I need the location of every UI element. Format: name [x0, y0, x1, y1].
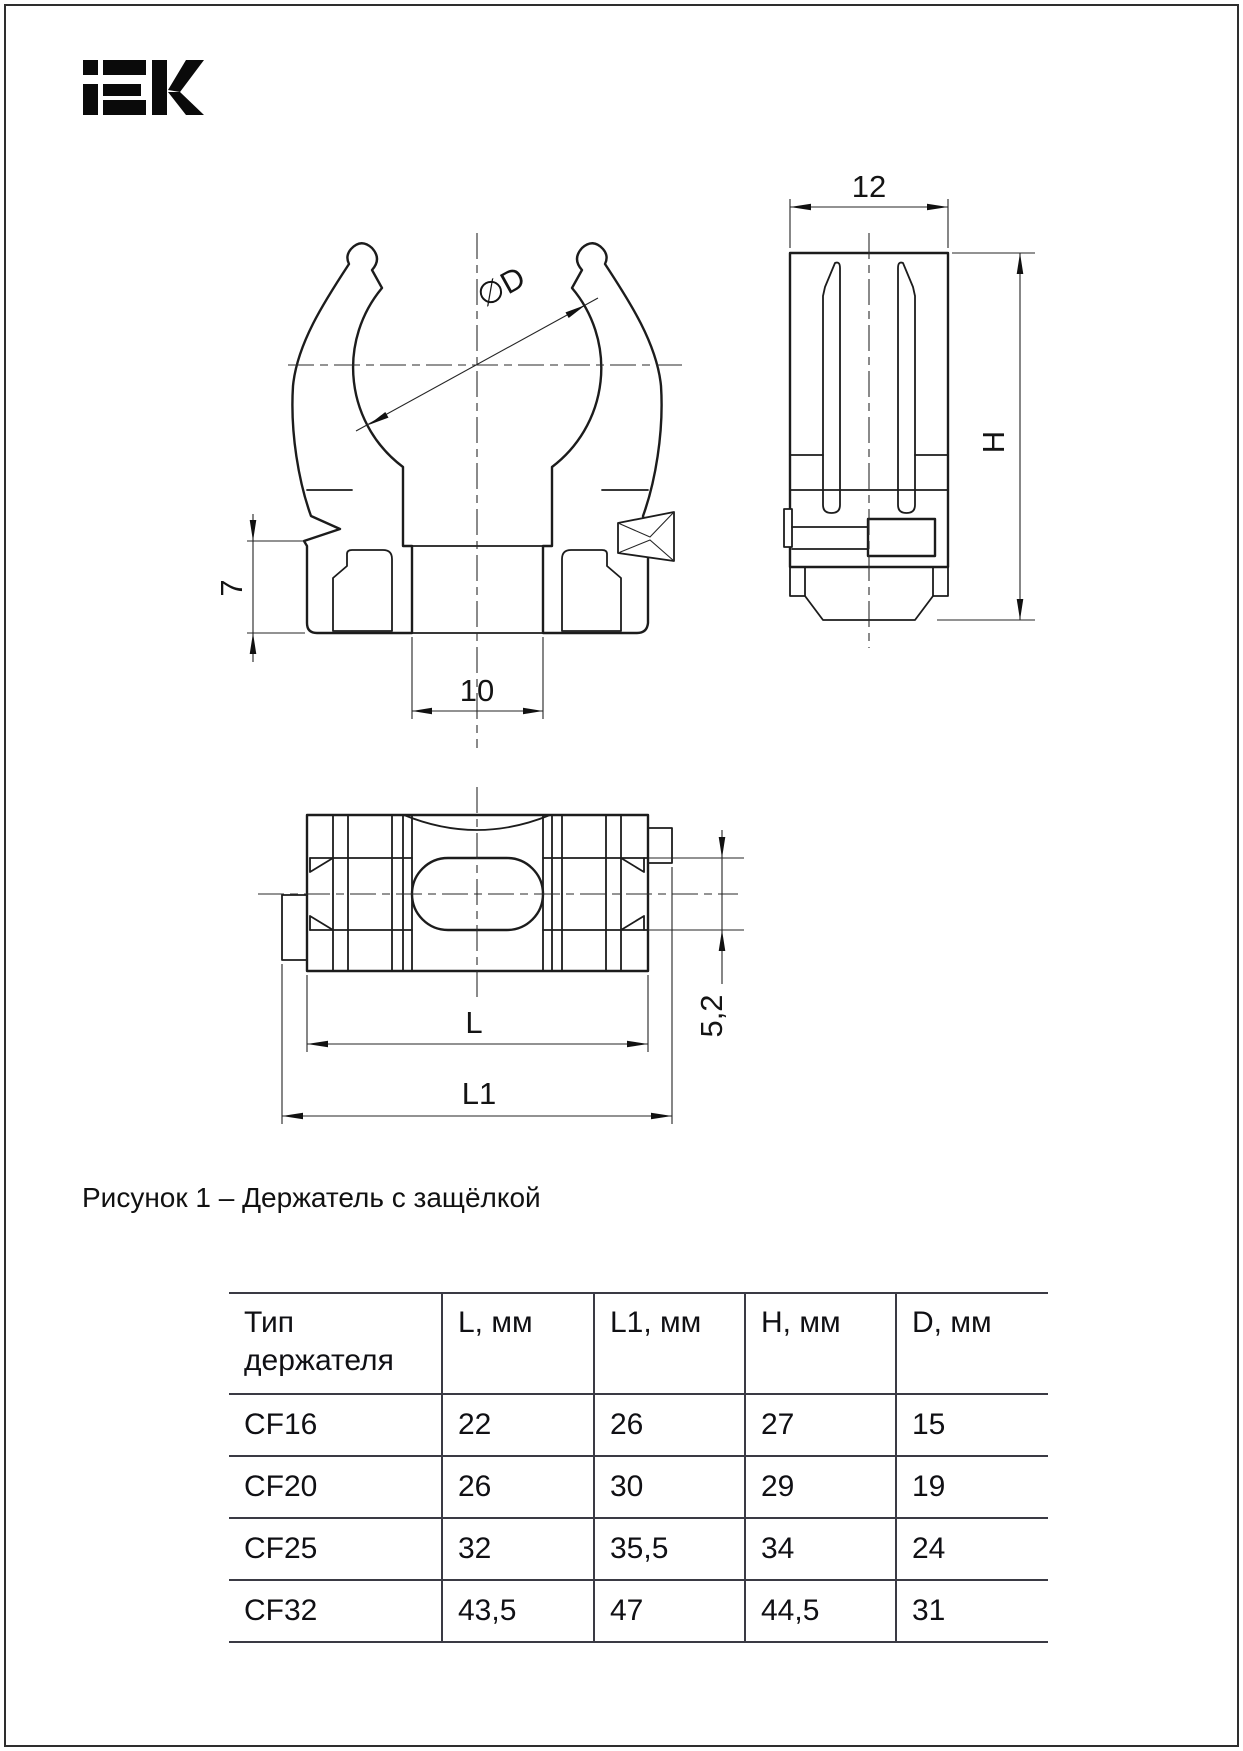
dim-slot-width-label: 10 — [459, 673, 495, 708]
front-left-cavity — [333, 550, 392, 631]
table-cell-d: 19 — [895, 1457, 1048, 1519]
dim-slot-height-label: 5,2 — [694, 994, 729, 1038]
table-cell-h: 44,5 — [744, 1581, 895, 1643]
dim-length-label: L — [465, 1005, 483, 1040]
bottom-view — [258, 787, 744, 1124]
header-cell-h: H, мм — [744, 1294, 895, 1395]
side-latch-bracket — [784, 509, 792, 547]
side-latch-pin — [792, 527, 868, 549]
figure-caption: Рисунок 1 – Держатель с защёлкой — [82, 1182, 541, 1213]
table-cell-h: 27 — [744, 1395, 895, 1457]
table-cell-l1: 30 — [593, 1457, 744, 1519]
table-cell-type: CF32 — [229, 1581, 441, 1643]
dim-step-height-label: 7 — [214, 579, 249, 597]
table-cell-h: 29 — [744, 1457, 895, 1519]
table-cell-l1: 47 — [593, 1581, 744, 1643]
header-cell-l1: L1, мм — [593, 1294, 744, 1395]
header-cell-d: D, мм — [895, 1294, 1048, 1395]
bottom-tab-left — [282, 895, 307, 960]
dim-overall-length-label: L1 — [461, 1076, 497, 1111]
spec-table — [229, 1292, 1048, 1643]
table-cell-d: 31 — [895, 1581, 1048, 1643]
side-foot-left — [790, 567, 805, 596]
table-cell-l: 22 — [441, 1395, 593, 1457]
side-latch-head — [868, 519, 935, 556]
table-cell-type: CF16 — [229, 1395, 441, 1457]
table-cell-l1: 26 — [593, 1395, 744, 1457]
dim-diameter-label: ∅D — [470, 259, 531, 315]
dim-body-depth-label: 12 — [851, 169, 887, 204]
front-view — [247, 233, 688, 748]
header-cell-type: Тип держателя — [229, 1294, 441, 1395]
table-cell-h: 34 — [744, 1519, 895, 1581]
iek-logo — [83, 60, 204, 115]
table-cell-type: CF25 — [229, 1519, 441, 1581]
dim-height-label: H — [976, 430, 1011, 454]
table-cell-d: 15 — [895, 1395, 1048, 1457]
side-slot-right — [898, 263, 915, 513]
table-cell-d: 24 — [895, 1519, 1048, 1581]
table-cell-l1: 35,5 — [593, 1519, 744, 1581]
table-cell-l: 32 — [441, 1519, 593, 1581]
side-view — [784, 199, 1035, 648]
front-right-cavity — [562, 550, 621, 631]
table-cell-l: 26 — [441, 1457, 593, 1519]
side-foot-right — [933, 567, 948, 596]
table-cell-type: CF20 — [229, 1457, 441, 1519]
header-cell-l: L, мм — [441, 1294, 593, 1395]
side-slot-left — [823, 263, 840, 513]
table-cell-l: 43,5 — [441, 1581, 593, 1643]
